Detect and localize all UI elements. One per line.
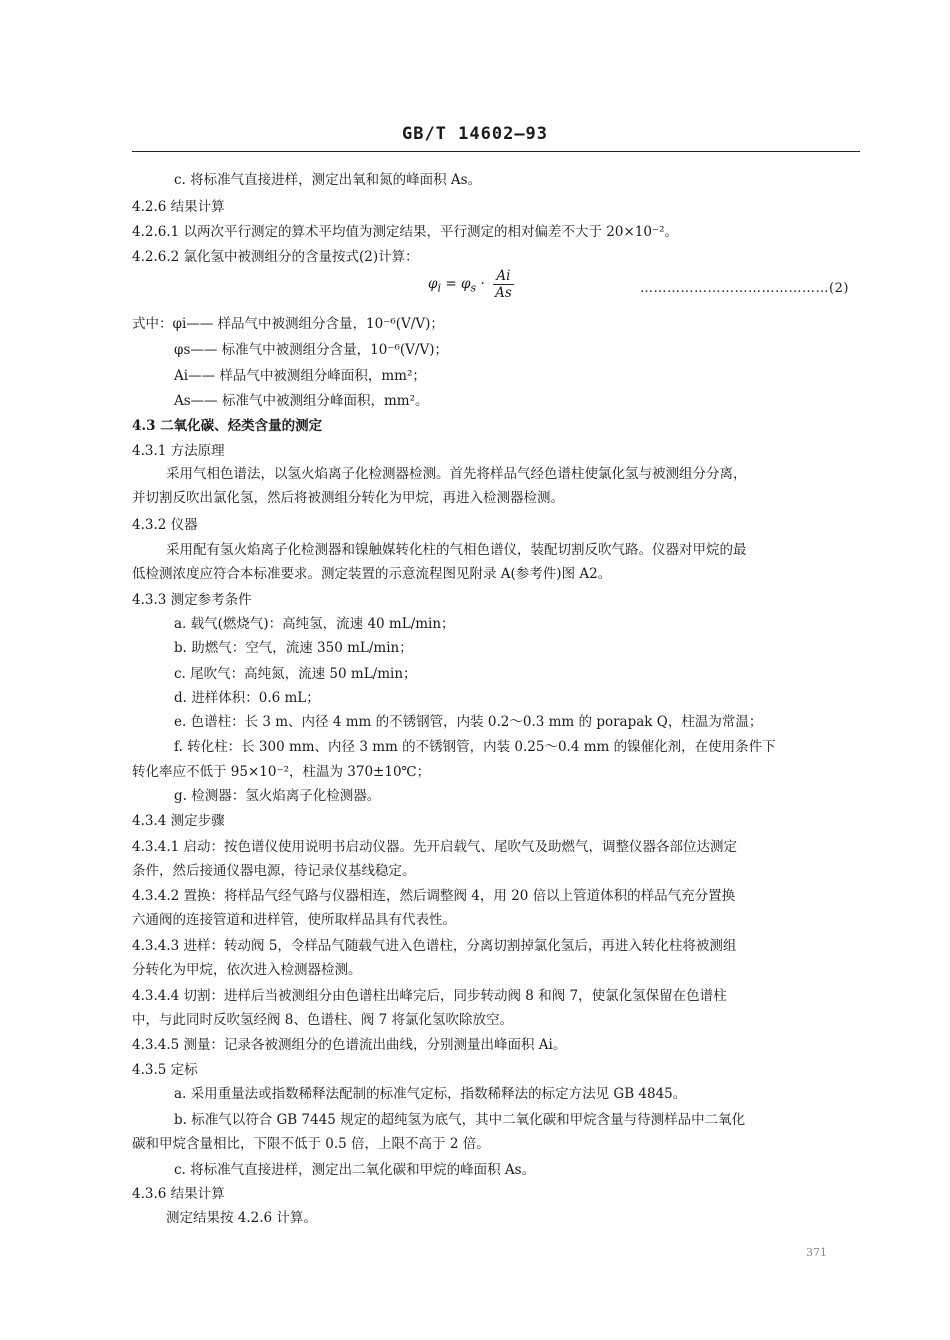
section-heading: 4.3.3 测定参考条件 <box>132 592 252 608</box>
header-rule <box>132 151 860 152</box>
formula-number: ……………………………………(2) <box>640 281 849 296</box>
variable-definition: φs—— 标准气中被测组分含量，10⁻⁶(V/V)； <box>174 342 448 358</box>
text-line: 4.3.4.5 测量：记录各被测组分的色谱流出曲线，分别测量出峰面积 Ai。 <box>132 1037 567 1053</box>
formula-lhs: φ <box>428 276 438 292</box>
list-item: g. 检测器：氢火焰离子化检测器。 <box>174 788 381 804</box>
list-item: a. 载气(燃烧气)：高纯氢，流速 40 mL/min； <box>174 616 455 632</box>
list-item: b. 助燃气：空气，流速 350 mL/min； <box>174 640 413 656</box>
variable-definition: 式中：φi—— 样品气中被测组分含量，10⁻⁶(V/V)； <box>132 316 444 332</box>
text-line: 中，与此同时反吹氢经阀 8、色谱柱、阀 7 将氯化氢吹除放空。 <box>132 1012 514 1028</box>
text-line: 条件，然后接通仪器电源，待记录仪基线稳定。 <box>132 863 416 879</box>
formula-2: $\varphi_i = \varphi_s$ · $\frac{Ai}{As}$ <box>428 268 512 301</box>
list-item: c. 尾吹气：高纯氮，流速 50 mL/min； <box>174 666 417 682</box>
text-line: c. 将标准气直接进样，测定出氧和氮的峰面积 As。 <box>174 172 482 188</box>
standard-number-header: GB/T 14602—93 <box>401 124 549 144</box>
list-item: f. 转化柱：长 300 mm、内径 3 mm 的不锈钢管，内装 0.25～0.4 mm 的镍催化剂，在使用条件下 <box>174 739 776 755</box>
text-line: 4.3.4.4 切割：进样后当被测组分由色谱柱出峰完后，同步转动阀 8 和阀 7，使氯化氢保留在色谱柱 <box>132 988 727 1004</box>
text-line: 转化率应不低于 95×10⁻²，柱温为 370±10℃； <box>132 764 431 780</box>
text-line: 4.3.4.2 置换：将样品气经气路与仪器相连，然后调整阀 4，用 20 倍以上管道体积的样品气充分置换 <box>132 888 736 904</box>
formula-fraction <box>493 268 514 301</box>
text-line: 采用配有氢火焰离子化检测器和镍触媒转化柱的气相色谱仪，装配切割反吹气路。仪器对甲烷的最 <box>166 542 747 558</box>
section-heading: 4.2.6 结果计算 <box>132 199 225 215</box>
variable-definition: Ai—— 样品气中被测组分峰面积，mm²； <box>174 368 426 384</box>
list-item: a. 采用重量法或指数稀释法配制的标准气定标，指数稀释法的标定方法见 GB 4845。 <box>174 1086 687 1102</box>
section-heading: 4.3.1 方法原理 <box>132 443 225 459</box>
list-item: e. 色谱柱：长 3 m、内径 4 mm 的不锈钢管，内装 0.2～0.3 mm 的 porapak Q，柱温为常温； <box>174 714 763 730</box>
fraction-denominator: As <box>495 285 512 301</box>
text-line: 4.2.6.2 氯化氢中被测组分的含量按式(2)计算： <box>132 249 419 265</box>
variable-definition: As—— 标准气中被测组分峰面积，mm²。 <box>174 393 429 409</box>
section-heading: 4.3.6 结果计算 <box>132 1186 225 1202</box>
text-line: 六通阀的连接管道和进样管，使所取样品具有代表性。 <box>132 912 456 928</box>
text-line: 碳和甲烷含量相比，下限不低于 0.5 倍，上限不高于 2 倍。 <box>132 1136 490 1152</box>
list-item: d. 进样体积：0.6 mL； <box>174 690 320 706</box>
text-line: 4.3.4.3 进样：转动阀 5，令样品气随载气进入色谱柱，分离切割掉氯化氢后，再进入转化柱将被测组 <box>132 938 737 954</box>
page-number: 371 <box>806 1246 827 1259</box>
text-line: 4.2.6.1 以两次平行测定的算术平均值为测定结果，平行测定的相对偏差不大于 20×10⁻²。 <box>132 224 679 240</box>
section-heading: 4.3 二氧化碳、烃类含量的测定 <box>132 418 323 434</box>
text-line: 采用气相色谱法，以氢火焰离子化检测器检测。首先将样品气经色谱柱使氯化氢与被测组分分离， <box>166 466 747 482</box>
text-line: 低检测浓度应符合本标准要求。测定装置的示意流程图见附录 A(参考件)图 A2。 <box>132 566 612 582</box>
text-line: 测定结果按 4.2.6 计算。 <box>166 1210 317 1226</box>
section-heading: 4.3.5 定标 <box>132 1062 198 1078</box>
formula-rhs: φ <box>460 276 471 292</box>
section-heading: 4.3.4 测定步骤 <box>132 813 225 829</box>
text-line: 分转化为甲烷，依次进入检测器检测。 <box>132 962 362 978</box>
section-heading: 4.3.2 仪器 <box>132 517 198 533</box>
list-item: b. 标准气以符合 GB 7445 规定的超纯氢为底气，其中二氧化碳和甲烷含量与待测样品中二氧化 <box>174 1112 746 1128</box>
list-item: c. 将标准气直接进样，测定出二氧化碳和甲烷的峰面积 As。 <box>174 1162 536 1178</box>
fraction-numerator: Ai <box>493 268 514 285</box>
text-line: 4.3.4.1 启动：按色谱仪使用说明书启动仪器。先开启载气、尾吹气及助燃气，调整仪器各部位达测定 <box>132 839 738 855</box>
text-line: 并切割反吹出氯化氢，然后将被测组分转化为甲烷，再进入检测器检测。 <box>132 490 564 506</box>
